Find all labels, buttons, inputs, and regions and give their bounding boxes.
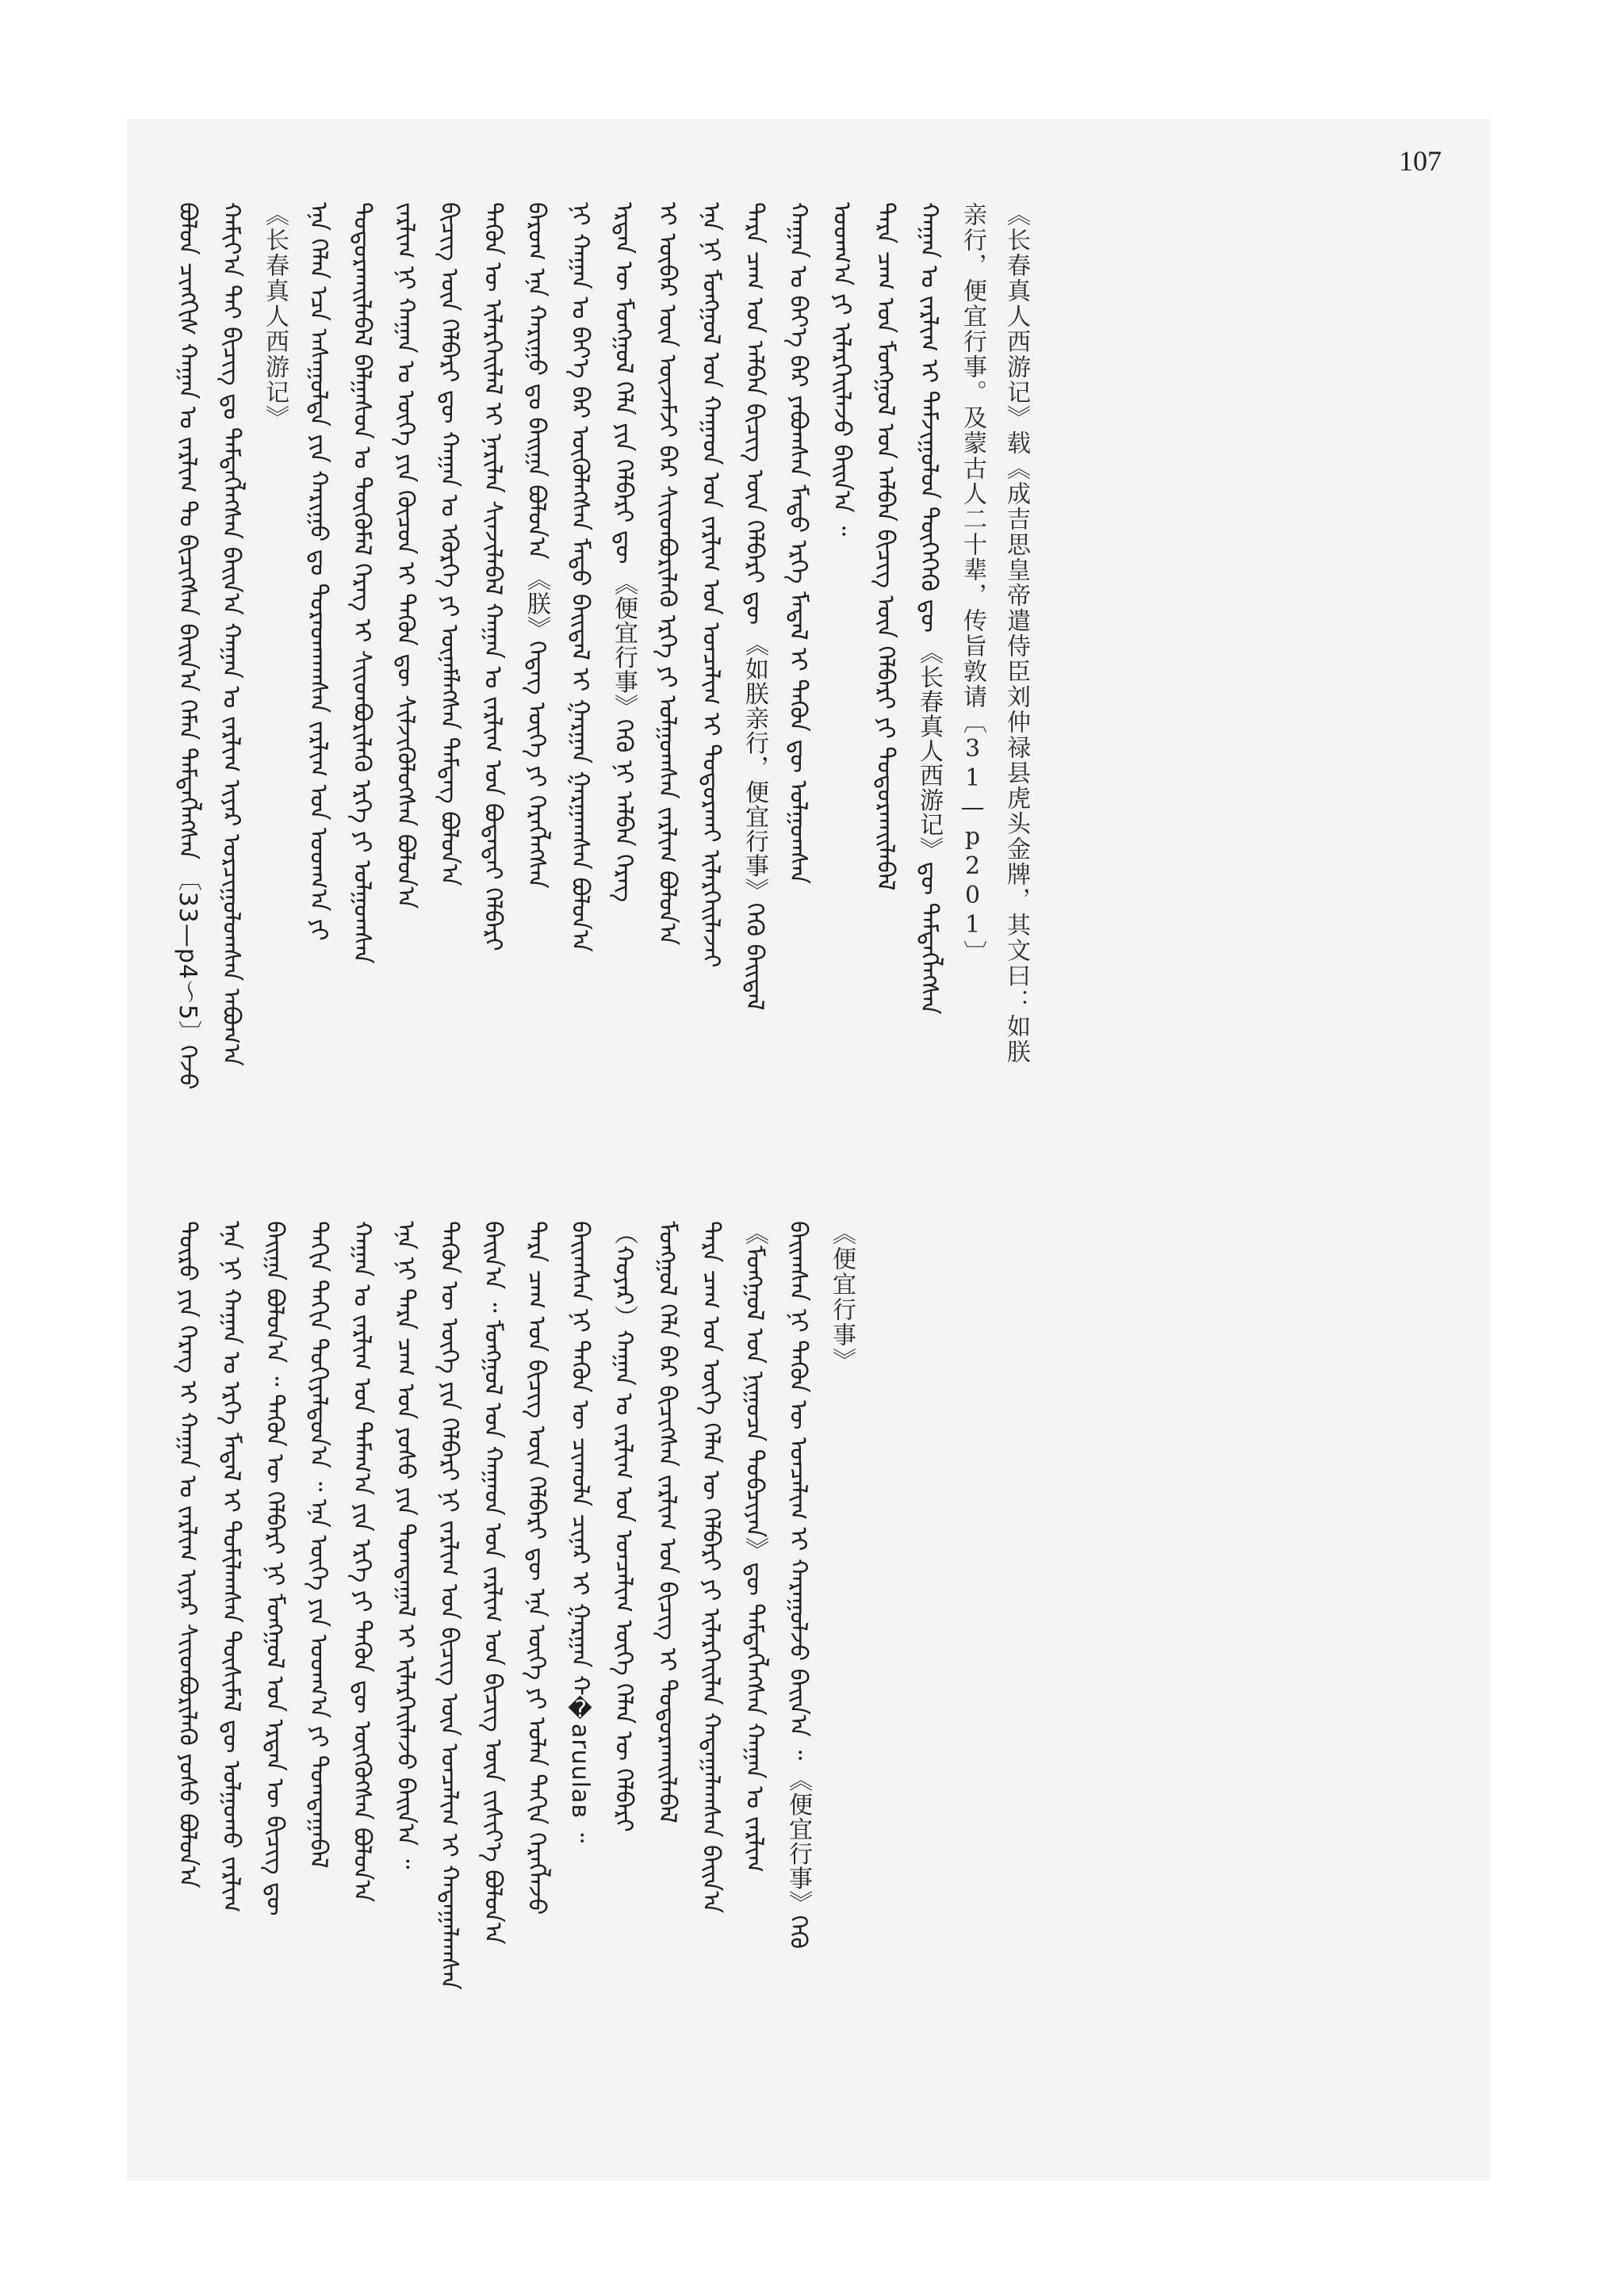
bottom-block-column: ᠪᠠᠢᠭᠰᠠᠨ ᠨᠢ ᠲᠡᠭᠦᠨ ᠦ ᠴᠢᠬᠤᠯᠠ ᠴᠢᠨᠠᠷ ᠢ ᠭᠠᠷᠭᠠᠨ ᠬ�aruulaв ᠃ (566, 1221, 594, 1843)
top-block-column: ᠲᠡᠷᠡ ᠴᠠᠭ ᠤᠨ ᠮᠣᠩᠭᠣᠯ ᠤᠨ ᠠᠯᠪᠠᠨ ᠪᠢᠴᠢᠭ ᠦᠨ ᠬᠡᠯᠪᠡᠷᠢ ᠶᠢ ᠲᠣᠳᠣᠷᠬᠠᠢᠯᠠᠪᠠᠯ (871, 202, 899, 891)
top-block-column: ᠡᠨᠡ ᠬᠡᠯᠡᠨ ᠡᠴᠡ ᠠᠰᠠᠭᠤᠯᠲᠠ ᠶᠢᠨ ᠬᠠᠷᠢᠭᠤ ᠳᠤ ᠳᠤᠷᠠᠳᠬᠠᠭᠰᠠᠨ ᠵᠠᠷᠯᠢᠭ ᠤᠨ ᠤᠳᠬ᠎ᠠ ᠶᠢ (304, 202, 332, 941)
bottom-block-column: ᠳᠠᠬᠢᠨ ᠳᠠᠬᠢᠨ ᠲᠣᠬᠢᠶᠠᠯᠳᠤᠨ᠎ᠠ ᠃ ᠡᠨᠡ ᠦᠭᠡ ᠶᠢᠨ ᠤᠳᠬ᠎ᠠ ᠶᠢ ᠲᠣᠭᠲᠠᠭᠠᠪᠠᠯ (304, 1221, 332, 1869)
bottom-block-column: ᠮᠣᠩᠭᠣᠯ ᠬᠡᠯᠡ ᠪᠡᠷ ᠪᠢᠴᠢᠭᠰᠡᠨ ᠵᠠᠷᠯᠢᠭ ᠤᠨ ᠪᠢᠴᠢᠭ ᠢ ᠲᠣᠳᠣᠷᠬᠠᠢᠯᠠᠪᠠᠯ (653, 1221, 681, 1823)
page-number: 107 (1399, 145, 1442, 177)
bottom-block-column: 《ᠮᠣᠩᠭᠣᠯ ᠤᠨ ᠨᠢᠭᠤᠴᠠ ᠲᠣᠪᠴᠢᠶᠠᠨ》ᠳᠦ ᠲᠡᠮᠳᠡᠭᠯᠡᠭᠰᠡᠨ ᠬᠠᠭᠠᠨ ᠤ ᠵᠠᠷᠯᠢᠭ (741, 1221, 768, 1873)
bottom-block-column: ᠲᠡᠷᠡ ᠴᠠᠭ ᠤᠨ ᠪᠢᠴᠢᠭ ᠦᠨ ᠬᠡᠯᠪᠡᠷᠢ ᠳᠦ ᠡᠨᠡ ᠦᠭᠡ ᠶᠢ ᠣᠯᠠᠨ ᠳᠠᠬᠢᠨ ᠬᠡᠷᠡᠭᠯᠡᠵᠦ (523, 1221, 550, 1915)
top-block-column: ᠬᠠᠭᠠᠨ ᠤ ᠪᠡᠶ᠎ᠡ ᠪᠡᠷ ᠶᠠᠪᠤᠭᠰᠠᠨ ᠮᠡᠲᠦ ᠡᠷᠬᠡ ᠮᠡᠳᠡᠯ ᠢ ᠲᠡᠭᠦᠨ ᠳᠦ ᠣᠯᠭᠤᠭᠰᠠᠨ (784, 202, 812, 884)
bottom-block-column: ᠪᠠᠢᠭᠰᠠᠨ ᠨᠢ ᠲᠡᠭᠦᠨ ᠦ ᠣᠨᠴᠠᠯᠢᠭ ᠢ ᠬᠠᠷᠠᠭᠤᠯᠵᠤ ᠪᠠᠢᠨ᠎ᠠ ᠃ 《便宜行事》ᠭᠡᠬᠦ (784, 1221, 812, 1950)
citation-changchun-1: 《长春真人西游记》 (261, 202, 289, 430)
bottom-block-column: ᠡᠨᠡ ᠨᠢ ᠲᠡᠷᠡ ᠴᠠᠭ ᠤᠨ ᠶᠣᠰᠤ ᠶᠢᠨ ᠲᠣᠭᠲᠠᠭᠠᠯ ᠢ ᠢᠯᠡᠷᠬᠡᠢᠯᠡᠵᠦ ᠪᠠᠢᠨ᠎ᠠ ᠃ (392, 1221, 419, 1869)
top-block-column: ᠢ ᠥᠪᠡᠷ ᠦᠨ ᠦᠵᠡᠮᠵᠢ ᠪᠡᠷ ᠰᠢᠢᠳᠪᠦᠷᠢᠯᠡᠬᠦ ᠡᠷᠬᠡ ᠶᠢ ᠣᠯᠭᠤᠭᠰᠠᠨ ᠵᠠᠷᠯᠢᠭ ᠪᠣᠯᠤᠨ᠎ᠠ (653, 202, 681, 946)
bottom-block-column: ᠲᠦᠷᠦ ᠶᠢᠨ ᠬᠡᠷᠡᠭ ᠢ ᠬᠠᠭᠠᠨ ᠤ ᠵᠠᠷᠯᠢᠭ ᠢᠶᠡᠷ ᠰᠢᠢᠳᠪᠦᠷᠢᠯᠡᠬᠦ ᠶᠣᠰᠤ ᠪᠣᠯᠤᠨ᠎ᠠ (174, 1221, 201, 1888)
top-block-column: ᠬᠠᠮᠢᠶ᠎ᠠ ᠲᠠᠢ ᠪᠢᠴᠢᠭ ᠳᠤ ᠲᠡᠮᠳᠡᠭᠯᠡᠭᠰᠡᠨ ᠪᠠᠢᠨ᠎ᠠ ᠬᠠᠭᠠᠨ ᠤ ᠵᠠᠷᠯᠢᠭ ᠢᠶᠡᠷ ᠣᠷᠴᠢᠭᠤᠯᠤᠭᠰᠠᠨ ᠠᠪᠤᠭ᠎ᠠ (217, 202, 245, 1066)
top-block-column: ᠡᠨᠡ ᠨᠢ ᠮᠣᠩᠭᠣᠯ ᠤᠨ ᠬᠠᠭᠠᠳ ᠤᠨ ᠵᠠᠷᠯᠢᠭ ᠤᠨ ᠣᠨᠴᠠᠯᠢᠭ ᠢ ᠲᠣᠳᠣᠷᠬᠠᠢ ᠢᠯᠡᠷᠬᠡᠢᠯᠡᠵᠡᠢ (697, 202, 725, 968)
bottom-text-block (167, 1221, 1451, 2172)
top-block-column: ᠤᠳᠬ᠎ᠠ ᠶᠢ ᠢᠯᠡᠷᠬᠡᠢᠯᠡᠵᠦ ᠪᠠᠢᠨ᠎ᠠ ᠃ (828, 202, 856, 537)
top-block-column: ᠬᠠᠭᠠᠨ ᠤ ᠵᠠᠷᠯᠢᠭ ᠢ ᠳᠠᠮᠵᠢᠭᠤᠯᠤᠨ ᠲᠦᠭᠡᠭᠡᠬᠦ ᠳᠦ 《长春真人西游记》ᠳᠦ ᠲᠡᠮᠳᠡᠭᠯᠡᠭᠰᠡᠨ (915, 202, 943, 1015)
bottom-block-column: ᠲᠡᠭᠦᠨ ᠦ ᠦᠭᠡ ᠶᠢᠨ ᠬᠡᠯᠪᠡᠷᠢ ᠨᠢ ᠵᠠᠷᠯᠢᠭ ᠤᠨ ᠪᠢᠴᠢᠭ ᠦᠨ ᠣᠨᠴᠠᠯᠢᠭ ᠢ ᠬᠠᠳᠠᠭᠠᠯᠠᠭᠰᠠᠨ (435, 1221, 463, 1990)
citation-bianyi: 《便宜行事》 (828, 1221, 856, 1373)
top-block-column: ᠨᠢ ᠬᠠᠭᠠᠨ ᠤ ᠪᠡᠶ᠎ᠡ ᠪᠡᠷ ᠦᠭᠦᠯᠡᠭᠰᠡᠨ ᠮᠡᠲᠦ ᠪᠠᠢᠳᠠᠯ ᠢ ᠭᠠᠷᠭᠠᠨ ᠭᠠᠷᠭᠠᠭᠰᠠᠨ ᠪᠣᠯᠤᠨ᠎ᠠ (566, 202, 594, 952)
bottom-block-column: ᠪᠠᠢᠭᠠ ᠪᠣᠯᠤᠨ᠎ᠠ ᠃ ᠲᠡᠭᠦᠨ ᠦ ᠬᠡᠯᠪᠡᠷᠢ ᠨᠢ ᠮᠣᠩᠭᠣᠯ ᠤᠨ ᠡᠷᠲᠡᠨ ᠦ ᠪᠢᠴᠢᠭ ᠳᠦ (261, 1221, 289, 1916)
top-block-column: ᠲᠡᠭᠦᠨ ᠦ ᠢᠯᠡᠷᠬᠡᠢᠯᠡᠯ ᠢ ᠨᠠᠷᠢᠯᠠᠨ ᠰᠢᠨᠵᠢᠯᠡᠪᠡᠯ ᠬᠠᠭᠠᠨ ᠤ ᠵᠠᠷᠯᠢᠭ ᠤᠨ ᠪᠣᠳᠠᠲᠠᠢ ᠬᠡᠯᠪᠡᠷᠢ (479, 202, 507, 951)
bottom-block-column: ᠲᠡᠷᠡ ᠴᠠᠭ ᠤᠨ ᠦᠭᠡ ᠬᠡᠯᠡᠨ ᠦ ᠬᠡᠯᠪᠡᠷᠢ ᠶᠢ ᠢᠯᠡᠷᠬᠡᠢᠯᠡᠨ ᠬᠠᠳᠠᠭᠠᠯᠠᠭᠰᠠᠨ ᠪᠠᠢᠨ᠎ᠠ (697, 1221, 725, 1914)
citation-changchun-2: 《长春真人西游记》载《成吉思皇帝遣侍臣刘仲禄县虎头金牌，其文曰：如朕 (1002, 202, 1030, 1065)
bottom-block-column: ᠡᠨᠡ ᠨᠢ ᠬᠠᠭᠠᠨ ᠤ ᠡᠷᠬᠡ ᠮᠡᠳᠡᠯ ᠢ ᠲᠣᠮᠢᠯᠠᠭᠰᠠᠨ ᠲᠦᠰᠢᠮᠡᠯ ᠳᠦ ᠣᠯᠭᠤᠬᠤ ᠵᠠᠷᠯᠢᠭ (217, 1221, 245, 1913)
bottom-block-column: ᠪᠠᠢᠨ᠎ᠠ ᠃ ᠮᠣᠩᠭᠣᠯ ᠤᠨ ᠬᠠᠭᠠᠳ ᠤᠨ ᠵᠠᠷᠯᠢᠭ ᠤᠨ ᠪᠢᠴᠢᠭ ᠦᠨ ᠵᠢᠱᠢᠶ᠎ᠡ ᠪᠣᠯᠤᠨ᠎ᠠ (479, 1221, 507, 1945)
top-block-column: ᠵᠠᠷᠯᠢᠭ ᠨᠢ ᠬᠠᠭᠠᠨ ᠤ ᠦᠭᠡ ᠶᠢᠨ ᠬᠦᠴᠦᠨ ᠢ ᠲᠡᠭᠦᠨ ᠳᠦ ᠰᠢᠯᠵᠢᠭᠦᠯᠦᠭᠰᠡᠨ ᠪᠣᠯᠤᠨ᠎ᠠ (392, 202, 419, 909)
top-block-column: ᠪᠠᠷᠤᠭ ᠡᠨᠡ ᠬᠠᠷᠢᠭᠤ ᠳᠤ ᠪᠠᠢᠭᠠ ᠪᠣᠯᠤᠨ᠎ᠠ 《朕》ᠭᠡᠳᠡᠭ ᠦᠭᠡ ᠶᠢ ᠬᠡᠷᠡᠭᠯᠡᠭᠰᠡᠨ (523, 202, 550, 889)
top-text-block (167, 202, 1451, 1154)
top-block-column: ᠪᠢᠴᠢᠭ ᠦᠨ ᠬᠡᠯᠪᠡᠷᠢ ᠳᠦ ᠬᠠᠭᠠᠨ ᠤ ᠡᠭᠦᠷᠭᠡ ᠶᠢ ᠦᠨᠡᠮᠯᠡᠭᠰᠡᠨ ᠲᠡᠮᠳᠡᠭ ᠪᠣᠯᠤᠨ᠎ᠠ (435, 202, 463, 886)
bottom-block-column: ᠬᠠᠭᠠᠨ ᠤ ᠵᠠᠷᠯᠢᠭ ᠤᠨ ᠲᠠᠮᠠᠭ᠎ᠠ ᠶᠢᠨ ᠡᠷᠬᠡ ᠶᠢ ᠲᠡᠭᠦᠨ ᠳᠦ ᠥᠭᠭᠦᠭᠰᠡᠨ ᠪᠣᠯᠤᠨ᠎ᠠ (348, 1221, 376, 1903)
bottom-block-column: （ᠬᠣᠶᠠᠷ）ᠬᠠᠭᠠᠨ ᠤ ᠵᠠᠷᠯᠢᠭ ᠤᠨ ᠣᠨᠴᠠᠯᠢᠭ ᠦᠭᠡ ᠬᠡᠯᠡᠨ ᠦ ᠬᠡᠯᠪᠡᠷᠢ (610, 1221, 638, 1832)
top-block-column: ᠪᠣᠯᠤᠨ ᠴᠢᠩᠭᠢᠰ ᠬᠠᠭᠠᠨ ᠤ ᠵᠠᠷᠯᠢᠭ ᠲᠤ ᠪᠢᠴᠢᠭᠰᠡᠨ ᠪᠠᠢᠨ᠎ᠠ ᠬᠡᠮᠡᠨ ᠲᠡᠮᠳᠡᠭᠯᠡᠭᠰᠡᠨ 〔33—p4～5〕ᠭᠡᠵᠦ (174, 202, 201, 1090)
top-block-column: ᠡᠷᠲᠡᠨ ᠦ ᠮᠣᠩᠭᠣᠯ ᠬᠡᠯᠡ ᠶᠢᠨ ᠬᠡᠯᠪᠡᠷᠢ ᠳᠦ 《便宜行事》ᠭᠡᠬᠦ ᠨᠢ ᠠᠯᠪᠠᠨ ᠬᠡᠷᠡᠭ (610, 202, 638, 902)
top-block-column: ᠲᠣᠳᠣᠷᠬᠠᠢᠯᠠᠪᠠᠯ ᠪᠠᠯᠭᠠᠰᠤᠨ ᠤ ᠲᠦᠭᠦᠮᠡᠯ ᠬᠡᠷᠡᠭ ᠢ ᠰᠢᠢᠳᠪᠦᠷᠢᠯᠡᠬᠦ ᠡᠷᠬᠡ ᠶᠢ ᠣᠯᠭᠤᠭᠰᠠᠨ (348, 202, 376, 964)
top-block-column: ᠲᠡᠷᠡ ᠴᠠᠭ ᠤᠨ ᠠᠯᠪᠠᠨ ᠪᠢᠴᠢᠭ ᠦᠨ ᠬᠡᠯᠪᠡᠷᠢ ᠳᠦ 《如朕亲行，便宜行事》ᠭᠡᠬᠦ ᠪᠠᠢᠳᠠᠯ (741, 202, 768, 1011)
citation-edict-text: 亲行，便宜行事。及蒙古人二十辈，传旨敦请〔31—p201〕 (959, 202, 986, 966)
